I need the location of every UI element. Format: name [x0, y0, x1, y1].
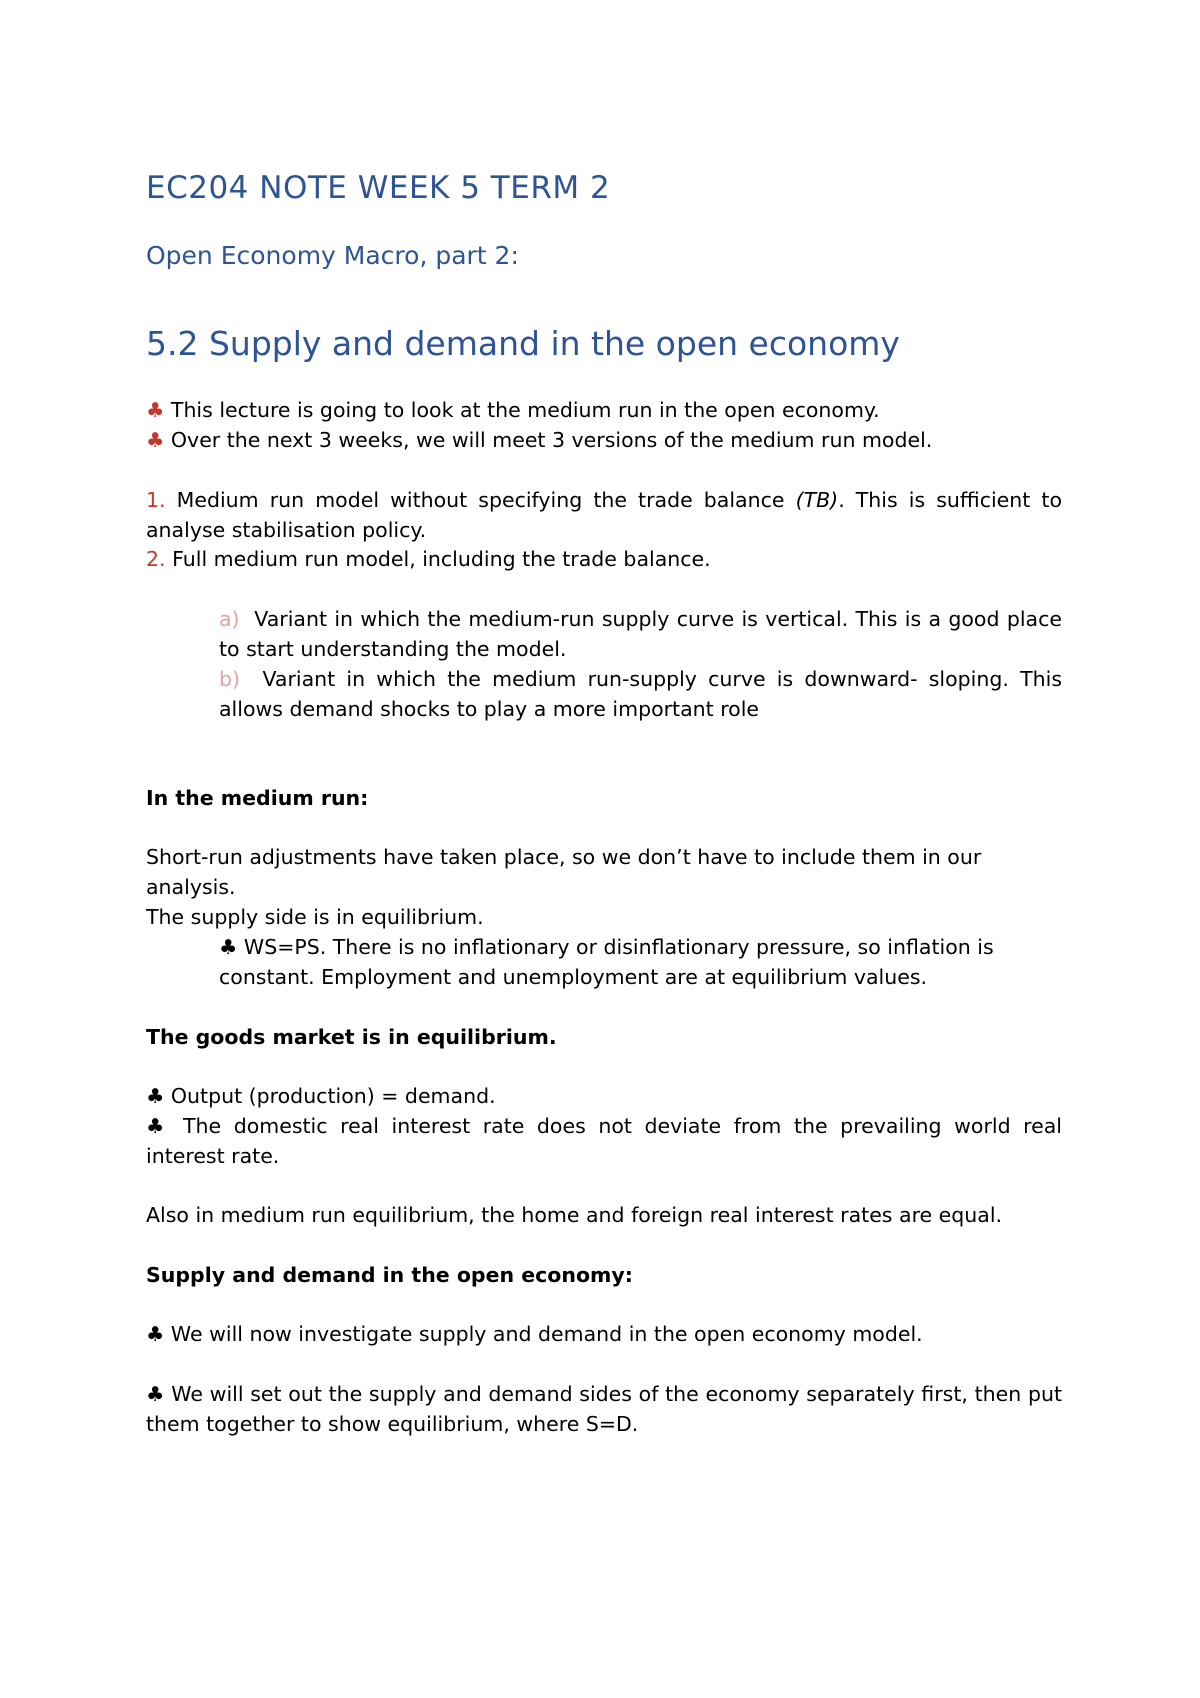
medium-run-heading: In the medium run:: [146, 786, 369, 810]
document-subtitle: Open Economy Macro, part 2:: [146, 241, 519, 270]
intro-bullet-list: [146, 396, 1062, 455]
sd-bullet-item: [146, 1380, 1062, 1439]
goods-bullet-item: [146, 1082, 1062, 1112]
goods-bullet-text: The domestic real interest rate does not deviate from the prevailing world real interest rate.: [146, 1114, 1062, 1168]
variant-a: [219, 605, 1062, 664]
item-text: Full medium run model, including the trade balance.: [172, 547, 711, 571]
variant-letter: a): [219, 607, 240, 631]
intro-bullet-text: This lecture is going to look at the medium run in the open economy.: [170, 398, 880, 422]
variant-text: Variant in which the medium run-supply curve is downward- sloping. This allows demand shocks to play a more important role: [219, 667, 1062, 721]
goods-bullet-item: [146, 1112, 1062, 1171]
supply-side-paragraph: The supply side is in equilibrium.: [146, 905, 484, 929]
intro-bullet-item: [146, 396, 1062, 426]
club-bullet-icon: ♣: [146, 1382, 165, 1406]
item-text: . This is sufficient to analyse stabilisation policy.: [146, 488, 1062, 542]
item-text: Medium run model without specifying the trade balance: [176, 488, 796, 512]
section-heading: 5.2 Supply and demand in the open economy: [146, 324, 900, 363]
goods-market-heading: The goods market is in equilibrium.: [146, 1025, 557, 1049]
intro-bullet-text: Over the next 3 weeks, we will meet 3 versions of the medium run model.: [170, 427, 933, 452]
intro-bullet-item: [146, 426, 1062, 456]
item-number: 2.: [146, 547, 166, 571]
club-bullet-icon: ♣: [146, 398, 165, 422]
item-text-italic: (TB): [795, 488, 839, 512]
club-bullet-icon: ♣: [146, 1114, 171, 1138]
supply-side-bullet-text: WS=PS. There is no inflationary or disinflationary pressure, so inflation is constant. Employment and unemployment are at equilibrium values.: [219, 935, 994, 989]
supply-demand-heading: Supply and demand in the open economy:: [146, 1263, 633, 1287]
numbered-item-1: [146, 486, 1062, 545]
club-bullet-icon: ♣: [146, 427, 165, 452]
variant-text: Variant in which the medium-run supply curve is vertical. This is a good place to start understanding the model.: [219, 607, 1062, 661]
numbered-item-2: [146, 545, 1062, 575]
sd-bullet-text: We will set out the supply and demand sides of the economy separately first, then put them together to show equilibrium, where S=D.: [146, 1382, 1062, 1436]
sd-bullet-text: We will now investigate supply and demand in the open economy model.: [170, 1322, 923, 1346]
item-number: 1.: [146, 488, 166, 512]
supply-side-bullet: [219, 933, 1062, 992]
document-title: EC204 NOTE WEEK 5 TERM 2: [146, 170, 611, 206]
club-bullet-icon: ♣: [219, 935, 238, 959]
sd-bullet-item: [146, 1320, 1062, 1350]
club-bullet-icon: ♣: [146, 1322, 165, 1346]
variant-b: [219, 665, 1062, 724]
also-paragraph: Also in medium run equilibrium, the home and foreign real interest rates are equal.: [146, 1203, 1003, 1227]
variant-letter: b): [219, 667, 241, 691]
short-run-paragraph: Short-run adjustments have taken place, so we don’t have to include them in our analysis.: [146, 845, 982, 899]
goods-bullet-text: Output (production) = demand.: [170, 1084, 496, 1108]
club-bullet-icon: ♣: [146, 1084, 165, 1108]
